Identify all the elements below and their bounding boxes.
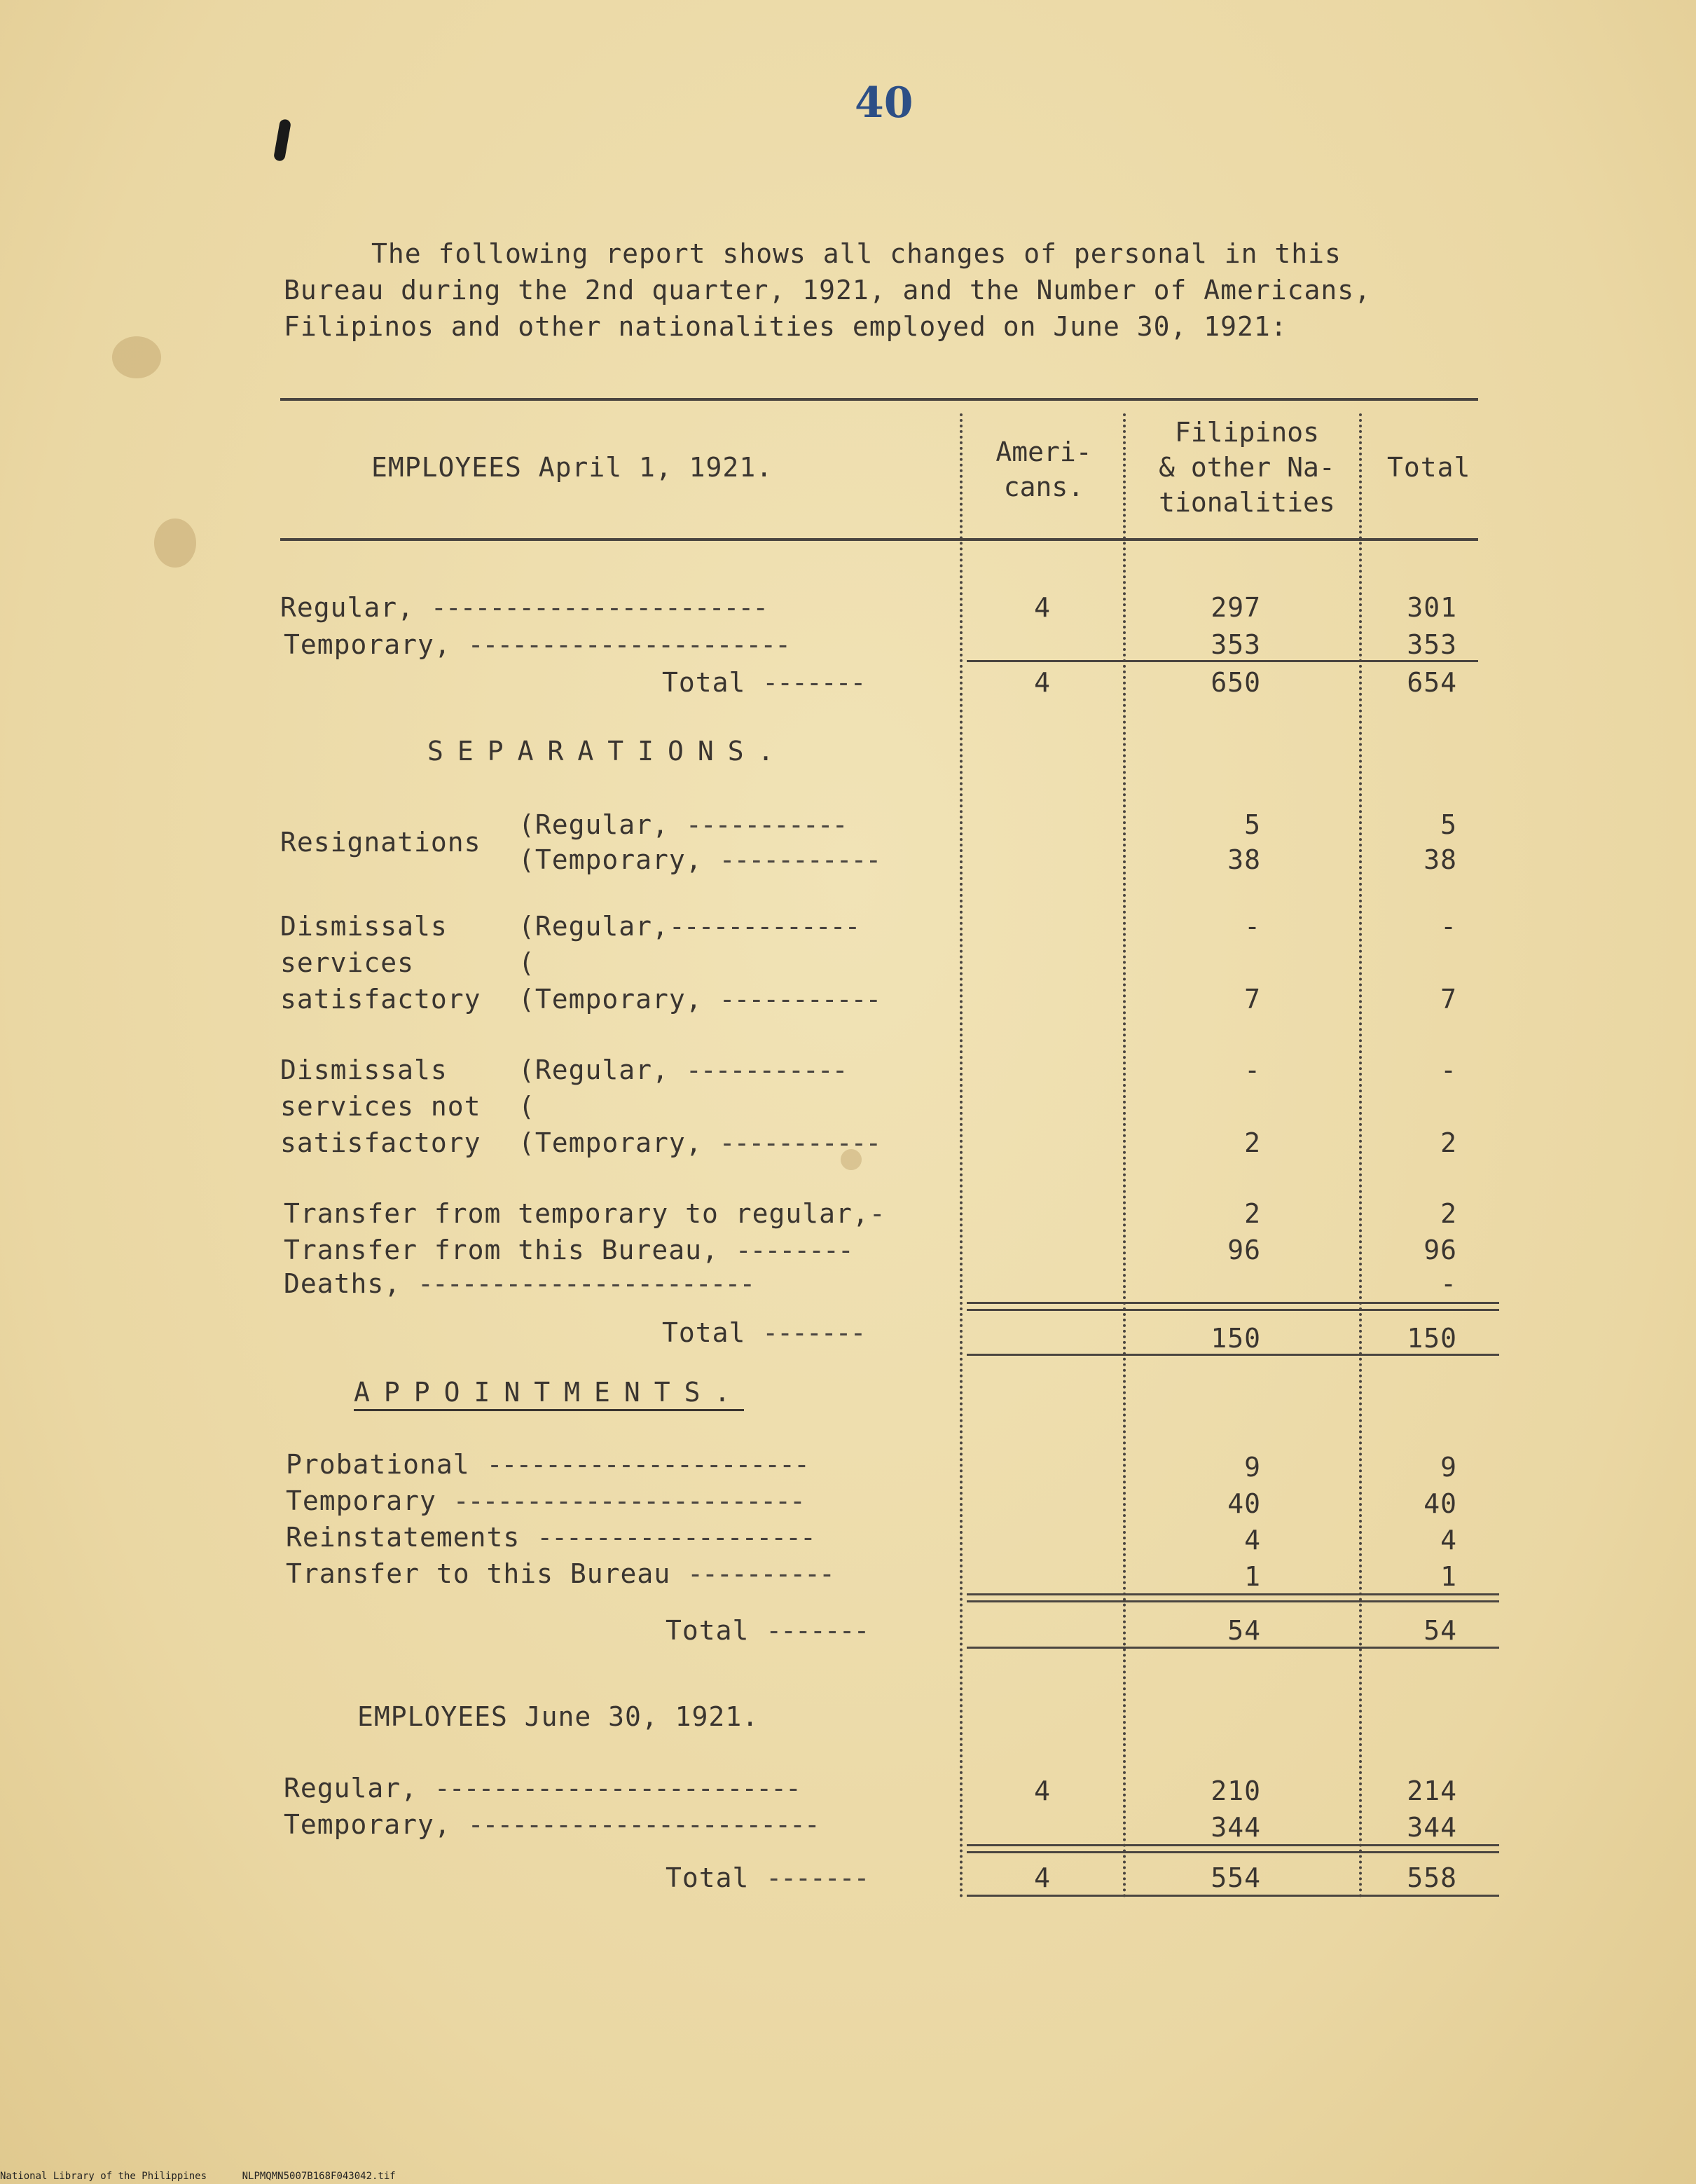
dismissals-sat-group-3: satisfactory	[280, 984, 481, 1015]
leader-dashes: -----------	[685, 1055, 847, 1085]
april-temporary-filipinos: 353	[1211, 629, 1261, 660]
transfer-temp-label	[284, 1198, 884, 1229]
dismissals-notsat-bracket: (	[518, 1091, 535, 1122]
leader-dashes: ----------------------	[467, 629, 790, 660]
dismissals-notsat-regular-label: (Regular, -----------	[518, 1055, 847, 1085]
june-regular-filipinos: 210	[1211, 1776, 1261, 1806]
header-filipinos	[1135, 415, 1359, 520]
separations-heading: SEPARATIONS.	[427, 736, 788, 767]
scan-footer	[0, 2171, 396, 2182]
header-americans	[974, 434, 1114, 504]
appointments-probational-label	[286, 1449, 808, 1480]
june-heading: EMPLOYEES June 30, 1921.	[357, 1701, 759, 1732]
dismissals-notsat-group-2: services not	[280, 1091, 481, 1122]
leader-dashes: -------------------	[537, 1522, 815, 1553]
subtotal-rule	[967, 1851, 1499, 1853]
subtotal-rule	[967, 1302, 1499, 1304]
appointments-temporary-filipinos: 40	[1227, 1488, 1261, 1519]
page-number: 40	[855, 78, 914, 128]
transfer-from-total: 96	[1423, 1235, 1457, 1265]
appointments-total-total: 54	[1423, 1615, 1457, 1646]
april-total-americans: 4	[1034, 667, 1051, 698]
transfer-from-label	[284, 1235, 853, 1265]
june-temporary-label	[284, 1809, 819, 1840]
stain	[112, 336, 161, 378]
dismissals-sat-regular-total: -	[1440, 911, 1457, 942]
dismissals-notsat-temporary-label: (Temporary, -----------	[518, 1127, 881, 1158]
resignations-temporary-label: (Temporary, -----------	[518, 844, 881, 875]
subtotal-rule	[967, 1600, 1499, 1602]
label-text: Temporary,	[535, 984, 703, 1015]
april-regular-total: 301	[1407, 592, 1457, 623]
leader-dashes: -------	[762, 667, 865, 698]
label-text: Transfer to this Bureau	[286, 1558, 671, 1589]
resignations-temporary-total: 38	[1423, 844, 1457, 875]
appointments-total-filipinos: 54	[1227, 1615, 1261, 1646]
label-text: Reinstatements	[286, 1522, 520, 1553]
dismissals-sat-group-1: Dismissals	[280, 911, 448, 942]
dismissals-sat-temporary-filipinos: 7	[1244, 984, 1261, 1015]
appointments-reinstatements-label	[286, 1522, 815, 1553]
dismissals-sat-regular-label: (Regular,-------------	[518, 911, 860, 942]
header-americans-line2: cans.	[1003, 472, 1084, 502]
april-total-label	[662, 667, 864, 698]
footer-file: NLPMQMN5007B168F043042.tif	[242, 2171, 396, 2182]
leader-dashes: -------	[762, 1317, 865, 1348]
dismissals-sat-temporary-label: (Temporary, -----------	[518, 984, 881, 1015]
separations-total-label	[662, 1317, 864, 1348]
dismissals-notsat-temporary-total: 2	[1440, 1127, 1457, 1158]
dismissals-notsat-regular-filipinos: -	[1244, 1055, 1261, 1085]
leader-dashes: -------------	[668, 911, 860, 942]
intro-line-1: The following report shows all changes of personal in this	[371, 238, 1342, 269]
resignations-regular-label: (Regular, -----------	[518, 809, 847, 840]
header-employees-april: EMPLOYEES April 1, 1921.	[371, 452, 773, 483]
resignations-regular-total: 5	[1440, 809, 1457, 840]
header-bottom-rule	[280, 538, 1478, 541]
total-underline	[967, 1354, 1499, 1356]
label-text: Transfer from this Bureau,	[284, 1235, 719, 1265]
label-text: Deaths,	[284, 1268, 401, 1299]
leader-dashes: ----------------------	[486, 1449, 808, 1480]
appointments-heading-text: APPOINTMENTS.	[354, 1377, 744, 1411]
leader-dashes: -----------	[719, 984, 881, 1015]
appointments-total-label	[666, 1615, 868, 1646]
label-text: Regular,	[284, 1773, 418, 1804]
leader-dashes: -	[869, 1198, 884, 1229]
label-text: Total	[662, 667, 746, 698]
appointments-temporary-total: 40	[1423, 1488, 1457, 1519]
dismissals-notsat-regular-total: -	[1440, 1055, 1457, 1085]
label-text: Temporary,	[535, 844, 703, 875]
leader-dashes: -----------	[685, 809, 847, 840]
separations-total-total: 150	[1407, 1323, 1457, 1354]
label-text: Regular,	[535, 911, 669, 942]
label-text: Temporary,	[284, 1809, 451, 1840]
june-regular-label	[284, 1773, 800, 1804]
appointments-reinstatements-total: 4	[1440, 1525, 1457, 1555]
leader-dashes: ----------	[687, 1558, 834, 1589]
june-temporary-filipinos: 344	[1211, 1812, 1261, 1843]
leader-dashes: -----------	[719, 1127, 881, 1158]
header-total: Total	[1387, 452, 1471, 483]
subtotal-rule	[967, 1309, 1499, 1311]
june-total-filipinos: 554	[1211, 1862, 1261, 1893]
dismissals-sat-temporary-total: 7	[1440, 984, 1457, 1015]
deaths-label	[284, 1268, 754, 1299]
separations-total-filipinos: 150	[1211, 1323, 1261, 1354]
leader-dashes: -----------------------	[430, 592, 768, 623]
june-regular-americans: 4	[1034, 1776, 1051, 1806]
deaths-total: -	[1440, 1268, 1457, 1299]
leader-dashes: -----------------------	[418, 1268, 754, 1299]
intro-line-3: Filipinos and other nationalities employed on June 30, 1921:	[284, 311, 1288, 342]
binding-hole-mark	[273, 118, 291, 162]
label-text: Total	[666, 1615, 750, 1646]
total-underline	[967, 1895, 1499, 1897]
dismissals-notsat-group-3: satisfactory	[280, 1127, 481, 1158]
april-total-filipinos: 650	[1211, 667, 1261, 698]
appointments-transfer-label	[286, 1558, 834, 1589]
total-underline	[967, 1647, 1499, 1649]
april-temporary-total: 353	[1407, 629, 1457, 660]
label-text: Transfer from temporary to regular,	[284, 1198, 869, 1229]
header-filipinos-line1: Filipinos	[1175, 417, 1319, 448]
april-total-total: 654	[1407, 667, 1457, 698]
appointments-temporary-label	[286, 1485, 804, 1516]
resignations-temporary-filipinos: 38	[1227, 844, 1261, 875]
dismissals-notsat-group-1: Dismissals	[280, 1055, 448, 1085]
label-text: Regular,	[280, 592, 415, 623]
label-text: Total	[662, 1317, 746, 1348]
appointments-heading	[354, 1377, 744, 1408]
label-text: Probational	[286, 1449, 470, 1480]
stain	[154, 518, 196, 568]
dismissals-sat-regular-filipinos: -	[1244, 911, 1261, 942]
header-filipinos-line3: tionalities	[1159, 487, 1335, 518]
intro-line-2: Bureau during the 2nd quarter, 1921, and the Number of Americans,	[284, 275, 1372, 305]
leader-dashes: -----------	[719, 844, 881, 875]
april-temporary-label	[284, 629, 790, 660]
header-americans-line1: Ameri-	[995, 437, 1092, 467]
appointments-transfer-filipinos: 1	[1244, 1561, 1261, 1592]
appointments-probational-filipinos: 9	[1244, 1452, 1261, 1483]
transfer-temp-filipinos: 2	[1244, 1198, 1261, 1229]
dismissals-notsat-temporary-filipinos: 2	[1244, 1127, 1261, 1158]
april-regular-americans: 4	[1034, 592, 1051, 623]
june-regular-total: 214	[1407, 1776, 1457, 1806]
label-text: Temporary,	[284, 629, 451, 660]
june-total-americans: 4	[1034, 1862, 1051, 1893]
footer-library: National Library of the Philippines	[0, 2171, 207, 2182]
leader-dashes: -------------------------	[434, 1773, 800, 1804]
label-text: Temporary,	[535, 1127, 703, 1158]
leader-dashes: -------	[766, 1615, 869, 1646]
june-temporary-total: 344	[1407, 1812, 1457, 1843]
leader-dashes: ------------------------	[453, 1485, 804, 1516]
dismissals-sat-bracket: (	[518, 947, 535, 978]
leader-dashes: -------	[766, 1862, 869, 1893]
appointments-probational-total: 9	[1440, 1452, 1457, 1483]
dismissals-sat-group-2: services	[280, 947, 415, 978]
appointments-transfer-total: 1	[1440, 1561, 1457, 1592]
subtotal-rule	[967, 1844, 1499, 1846]
resignations-regular-filipinos: 5	[1244, 809, 1261, 840]
june-total-total: 558	[1407, 1862, 1457, 1893]
resignations-group: Resignations	[280, 827, 481, 858]
label-text: Temporary	[286, 1485, 436, 1516]
label-text: Regular,	[535, 1055, 669, 1085]
transfer-from-filipinos: 96	[1227, 1235, 1261, 1265]
header-filipinos-line2: & other Na-	[1159, 452, 1335, 483]
leader-dashes: ------------------------	[467, 1809, 819, 1840]
appointments-reinstatements-filipinos: 4	[1244, 1525, 1261, 1555]
subtotal-rule	[967, 1593, 1499, 1595]
header-top-rule	[280, 398, 1478, 401]
april-regular-label	[280, 592, 767, 623]
label-text: Regular,	[535, 809, 669, 840]
subtotal-rule	[967, 660, 1478, 662]
june-total-label	[666, 1862, 868, 1893]
leader-dashes: --------	[735, 1235, 853, 1265]
april-regular-filipinos: 297	[1211, 592, 1261, 623]
label-text: Total	[666, 1862, 750, 1893]
transfer-temp-total: 2	[1440, 1198, 1457, 1229]
